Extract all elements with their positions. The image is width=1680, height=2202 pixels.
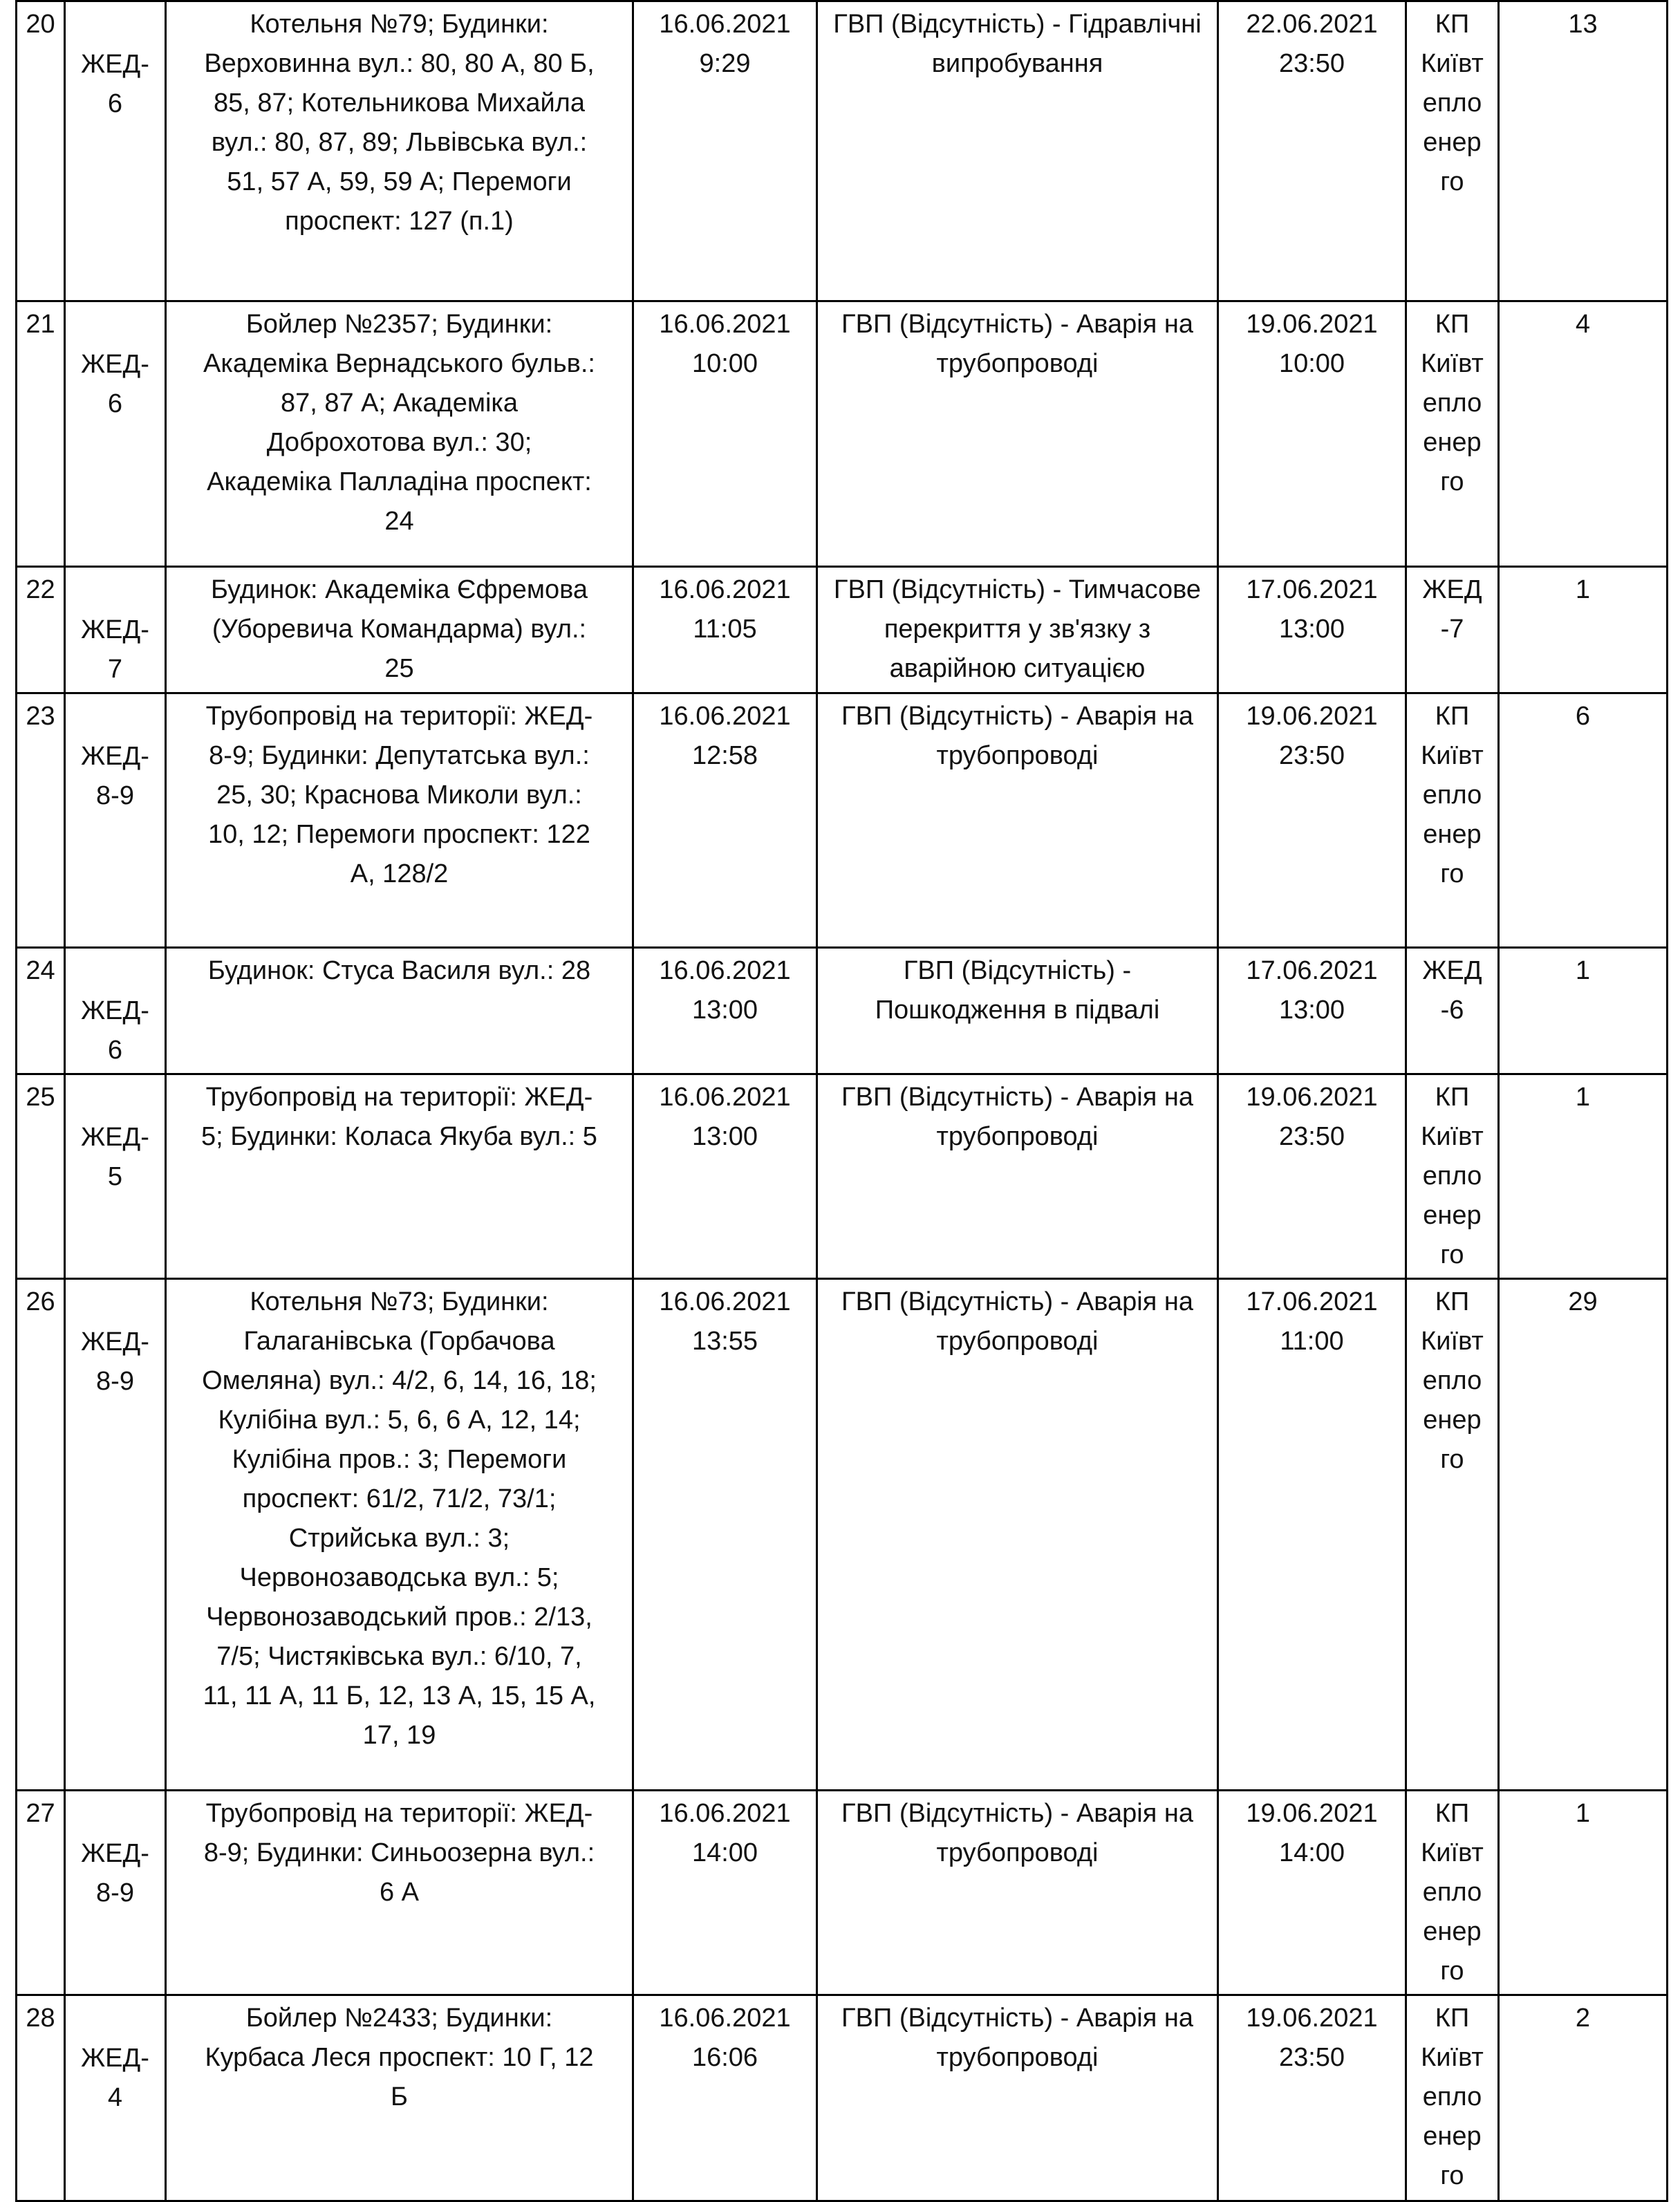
executor-line: КП	[1435, 702, 1470, 731]
housing-office-cell	[65, 567, 166, 693]
end-line: 17.06.2021	[1246, 956, 1378, 985]
address-line: 5; Будинки: Коласа Якуба вул.: 5	[201, 1122, 597, 1151]
row-number-cell: 28	[17, 1995, 65, 2201]
org-line: ЖЕД-	[81, 350, 149, 379]
address-line: Верховинна вул.: 80, 80 А, 80 Б,	[204, 49, 595, 78]
reason-cell	[817, 948, 1218, 1074]
org-line: 8-9	[96, 1878, 134, 1907]
executor-cell	[1406, 1074, 1499, 1279]
start-line: 16.06.2021	[659, 10, 791, 39]
executor-line: го	[1440, 1957, 1464, 1986]
executor-line: епло	[1422, 389, 1482, 418]
row-number-cell: 25	[17, 1074, 65, 1279]
address-cell	[166, 693, 633, 948]
row-number-cell: 24	[17, 948, 65, 1074]
executor-cell	[1406, 301, 1499, 567]
reason-line: Пошкодження в підвалі	[875, 996, 1160, 1025]
address-cell	[166, 1995, 633, 2201]
org-line: ЖЕД-	[81, 1839, 149, 1868]
address-line: 24	[384, 507, 414, 536]
reason-cell	[817, 1074, 1218, 1279]
reason-line: аварійною ситуацією	[889, 654, 1146, 683]
executor-line: Київт	[1421, 741, 1484, 770]
address-line: Бойлер №2433; Будинки:	[245, 2004, 553, 2033]
executor-cell	[1406, 1995, 1499, 2201]
end-time-cell	[1218, 1791, 1406, 1995]
address-line: Стрийська вул.: 3;	[288, 1524, 510, 1553]
end-time-cell	[1218, 301, 1406, 567]
address-line: 25, 30; Краснова Миколи вул.:	[216, 781, 582, 810]
reason-line: ГВП (Відсутність) - Тимчасове	[833, 575, 1202, 604]
start-line: 16:06	[691, 2043, 758, 2072]
row-number-cell: 21	[17, 301, 65, 567]
address-cell	[166, 1279, 633, 1791]
start-line: 16.06.2021	[659, 310, 791, 339]
executor-line: -6	[1440, 996, 1464, 1025]
start-line: 13:55	[691, 1327, 758, 1356]
address-line: Академіка Палладіна проспект:	[207, 467, 592, 496]
end-time-cell	[1218, 1, 1406, 301]
org-line: ЖЕД-	[81, 50, 149, 79]
table-row	[17, 948, 1668, 1074]
start-line: 11:05	[693, 615, 757, 644]
reason-line: ГВП (Відсутність) - Аварія на	[841, 2004, 1193, 2033]
address-cell	[166, 1791, 633, 1995]
reason-line: трубопроводі	[936, 1122, 1099, 1151]
executor-line: го	[1440, 167, 1464, 196]
end-line: 13:00	[1278, 996, 1345, 1025]
address-cell	[166, 948, 633, 1074]
end-time-cell	[1218, 1074, 1406, 1279]
executor-line: го	[1440, 859, 1464, 888]
reason-line: ГВП (Відсутність) - Гідравлічні	[833, 10, 1202, 39]
address-line: Трубопровід на території: ЖЕД-	[205, 702, 593, 731]
executor-line: епло	[1422, 88, 1482, 118]
end-line: 19.06.2021	[1246, 1083, 1378, 1112]
address-line: Бойлер №2357; Будинки:	[245, 310, 553, 339]
table-body	[17, 1, 1668, 2201]
start-time-cell	[633, 1, 817, 301]
end-time-cell	[1218, 948, 1406, 1074]
start-line: 16.06.2021	[659, 702, 791, 731]
table-row	[17, 1995, 1668, 2201]
housing-office-cell	[65, 301, 166, 567]
address-line: А, 128/2	[350, 859, 449, 888]
end-time-cell	[1218, 1995, 1406, 2201]
table-row	[17, 301, 1668, 567]
start-time-cell	[633, 1074, 817, 1279]
reason-cell	[817, 1995, 1218, 2201]
housing-office-cell	[65, 948, 166, 1074]
reason-line: трубопроводі	[936, 2043, 1099, 2072]
reason-cell	[817, 1791, 1218, 1995]
executor-line: епло	[1422, 781, 1482, 810]
address-cell	[166, 301, 633, 567]
table-row	[17, 1279, 1668, 1791]
end-time-cell	[1218, 567, 1406, 693]
address-line: 25	[384, 654, 414, 683]
building-count-cell: 4	[1499, 301, 1668, 567]
reason-line: трубопроводі	[936, 741, 1099, 770]
end-line: 23:50	[1278, 2043, 1345, 2072]
housing-office-cell	[65, 1, 166, 301]
address-line: Курбаса Леся проспект: 10 Г, 12	[205, 2043, 594, 2072]
executor-line: ЖЕД	[1422, 575, 1482, 604]
end-time-cell	[1218, 1279, 1406, 1791]
housing-office-cell	[65, 1279, 166, 1791]
executor-line: епло	[1422, 2082, 1482, 2111]
row-number-cell: 23	[17, 693, 65, 948]
address-line: (Уборевича Командарма) вул.:	[212, 615, 587, 644]
address-line: 10, 12; Перемоги проспект: 122	[208, 820, 590, 849]
end-line: 14:00	[1278, 1838, 1345, 1867]
end-line: 19.06.2021	[1246, 2004, 1378, 2033]
executor-line: КП	[1435, 1287, 1470, 1316]
end-line: 23:50	[1278, 49, 1345, 78]
executor-line: енер	[1423, 1406, 1482, 1435]
building-count-cell: 29	[1499, 1279, 1668, 1791]
end-line: 23:50	[1278, 1122, 1345, 1151]
address-line: Кулібіна вул.: 5, 6, 6 А, 12, 14;	[218, 1406, 581, 1435]
org-line: ЖЕД-	[81, 615, 149, 644]
executor-line: го	[1440, 1445, 1464, 1474]
reason-line: перекриття у зв'язку з	[884, 615, 1151, 644]
start-line: 13:00	[691, 1122, 758, 1151]
start-time-cell	[633, 948, 817, 1074]
table-row	[17, 567, 1668, 693]
address-line: проспект: 61/2, 71/2, 73/1;	[242, 1484, 557, 1513]
reason-line: трубопроводі	[936, 1838, 1099, 1867]
executor-line: КП	[1435, 1799, 1470, 1828]
start-line: 16.06.2021	[659, 1083, 791, 1112]
address-cell	[166, 1074, 633, 1279]
row-number-cell: 20	[17, 1, 65, 301]
building-count-cell: 1	[1499, 1074, 1668, 1279]
reason-cell	[817, 1279, 1218, 1791]
reason-line: трубопроводі	[936, 1327, 1099, 1356]
executor-line: Київт	[1421, 1838, 1484, 1867]
address-line: 87, 87 А; Академіка	[280, 389, 519, 418]
start-time-cell	[633, 693, 817, 948]
reason-line: ГВП (Відсутність) - Аварія на	[841, 702, 1193, 731]
address-line: 8-9; Будинки: Синьоозерна вул.:	[203, 1838, 595, 1867]
end-line: 19.06.2021	[1246, 702, 1378, 731]
executor-line: енер	[1423, 2122, 1482, 2151]
executor-line: го	[1440, 467, 1464, 496]
org-line: ЖЕД-	[81, 996, 149, 1025]
executor-line: енер	[1423, 1917, 1482, 1946]
row-number-cell: 27	[17, 1791, 65, 1995]
org-line: 4	[107, 2083, 123, 2112]
reason-line: ГВП (Відсутність) - Аварія на	[841, 1287, 1193, 1316]
start-line: 16.06.2021	[659, 1287, 791, 1316]
executor-line: КП	[1435, 310, 1470, 339]
address-line: Б	[391, 2082, 408, 2111]
executor-line: епло	[1422, 1878, 1482, 1907]
address-line: 8-9; Будинки: Депутатська вул.:	[209, 741, 590, 770]
executor-cell	[1406, 567, 1499, 693]
address-line: Котельня №73; Будинки:	[250, 1287, 549, 1316]
start-line: 12:58	[691, 741, 758, 770]
end-line: 17.06.2021	[1246, 1287, 1378, 1316]
building-count-cell: 1	[1499, 567, 1668, 693]
executor-line: Київт	[1421, 1327, 1484, 1356]
executor-cell	[1406, 1791, 1499, 1995]
org-line: 5	[107, 1162, 123, 1191]
executor-line: ЖЕД	[1422, 956, 1482, 985]
executor-cell	[1406, 693, 1499, 948]
address-line: Галаганівська (Горбачова	[243, 1327, 555, 1356]
executor-line: Київт	[1421, 2043, 1484, 2072]
address-line: 11, 11 А, 11 Б, 12, 13 А, 15, 15 А,	[203, 1681, 596, 1710]
end-line: 13:00	[1278, 615, 1345, 644]
housing-office-cell	[65, 1074, 166, 1279]
reason-line: ГВП (Відсутність) -	[903, 956, 1132, 985]
housing-office-cell	[65, 693, 166, 948]
start-time-cell	[633, 567, 817, 693]
building-count-cell: 2	[1499, 1995, 1668, 2201]
executor-line: епло	[1422, 1366, 1482, 1395]
row-number-cell: 26	[17, 1279, 65, 1791]
end-line: 22.06.2021	[1246, 10, 1378, 39]
start-time-cell	[633, 1791, 817, 1995]
org-line: ЖЕД-	[81, 1123, 149, 1152]
address-line: Кулібіна пров.: 3; Перемоги	[232, 1445, 567, 1474]
address-line: Трубопровід на території: ЖЕД-	[205, 1799, 593, 1828]
executor-line: енер	[1423, 820, 1482, 849]
reason-line: випробування	[931, 49, 1103, 78]
executor-line: Київт	[1421, 1122, 1484, 1151]
org-line: ЖЕД-	[81, 742, 149, 771]
address-line: проспект: 127 (п.1)	[285, 207, 514, 236]
org-line: 7	[107, 655, 123, 684]
executor-line: КП	[1435, 2004, 1470, 2033]
executor-line: Київт	[1421, 49, 1484, 78]
executor-line: -7	[1440, 615, 1464, 644]
building-count-cell: 1	[1499, 948, 1668, 1074]
table-row	[17, 1791, 1668, 1995]
org-line: 8-9	[96, 781, 134, 810]
reason-cell	[817, 1, 1218, 301]
table-row	[17, 1, 1668, 301]
org-line: 8-9	[96, 1367, 134, 1396]
executor-line: енер	[1423, 428, 1482, 457]
address-line: 6 А	[379, 1878, 420, 1907]
address-line: 51, 57 А, 59, 59 А; Перемоги	[227, 167, 572, 196]
reason-cell	[817, 301, 1218, 567]
start-line: 10:00	[691, 349, 758, 378]
address-cell	[166, 1, 633, 301]
executor-cell	[1406, 1279, 1499, 1791]
org-line: 6	[107, 1036, 123, 1065]
address-line: 85, 87; Котельникова Михайла	[214, 88, 585, 118]
start-line: 14:00	[691, 1838, 758, 1867]
executor-line: Київт	[1421, 349, 1484, 378]
start-line: 16.06.2021	[659, 956, 791, 985]
end-line: 19.06.2021	[1246, 1799, 1378, 1828]
executor-cell	[1406, 1, 1499, 301]
address-line: вул.: 80, 87, 89; Львівська вул.:	[211, 128, 588, 157]
end-line: 23:50	[1278, 741, 1345, 770]
housing-office-cell	[65, 1791, 166, 1995]
building-count-cell: 1	[1499, 1791, 1668, 1995]
executor-line: енер	[1423, 128, 1482, 157]
reason-cell	[817, 567, 1218, 693]
end-line: 17.06.2021	[1246, 575, 1378, 604]
start-time-cell	[633, 1279, 817, 1791]
start-line: 16.06.2021	[659, 2004, 791, 2033]
reason-line: трубопроводі	[936, 349, 1099, 378]
end-line: 11:00	[1280, 1327, 1344, 1356]
reason-line: ГВП (Відсутність) - Аварія на	[841, 1083, 1193, 1112]
start-line: 16.06.2021	[659, 575, 791, 604]
table-row	[17, 1074, 1668, 1279]
address-cell	[166, 567, 633, 693]
org-line: ЖЕД-	[81, 1327, 149, 1356]
org-line: 6	[107, 389, 123, 418]
row-number-cell: 22	[17, 567, 65, 693]
address-line: 7/5; Чистяківська вул.: 6/10, 7,	[216, 1642, 582, 1671]
table-row	[17, 693, 1668, 948]
executor-line: КП	[1435, 1083, 1470, 1112]
reason-line: ГВП (Відсутність) - Аварія на	[841, 310, 1193, 339]
address-line: 17, 19	[362, 1721, 436, 1750]
address-line: Омеляна) вул.: 4/2, 6, 14, 16, 18;	[202, 1366, 597, 1395]
building-count-cell: 6	[1499, 693, 1668, 948]
end-time-cell	[1218, 693, 1406, 948]
end-line: 19.06.2021	[1246, 310, 1378, 339]
address-line: Доброхотова вул.: 30;	[266, 428, 532, 457]
address-line: Будинок: Академіка Єфремова	[210, 575, 588, 604]
address-line: Будинок: Стуса Василя вул.: 28	[207, 956, 591, 985]
org-line: ЖЕД-	[81, 2044, 149, 2073]
start-line: 9:29	[699, 49, 751, 78]
org-line: 6	[107, 89, 123, 118]
executor-line: го	[1440, 1240, 1464, 1269]
address-line: Котельня №79; Будинки:	[250, 10, 549, 39]
start-time-cell	[633, 1995, 817, 2201]
building-count-cell: 13	[1499, 1, 1668, 301]
start-time-cell	[633, 301, 817, 567]
executor-line: епло	[1422, 1161, 1482, 1191]
executor-line: КП	[1435, 10, 1470, 39]
executor-line: го	[1440, 2161, 1464, 2190]
start-line: 16.06.2021	[659, 1799, 791, 1828]
executor-line: енер	[1423, 1201, 1482, 1230]
reason-cell	[817, 693, 1218, 948]
housing-office-cell	[65, 1995, 166, 2201]
executor-cell	[1406, 948, 1499, 1074]
address-line: Червонозаводський пров.: 2/13,	[206, 1603, 592, 1632]
reason-line: ГВП (Відсутність) - Аварія на	[841, 1799, 1193, 1828]
end-line: 10:00	[1278, 349, 1345, 378]
outage-table	[15, 0, 1668, 2202]
address-line: Академіка Вернадського бульв.:	[203, 349, 595, 378]
address-line: Червонозаводська вул.: 5;	[239, 1563, 559, 1592]
start-line: 13:00	[691, 996, 758, 1025]
address-line: Трубопровід на території: ЖЕД-	[205, 1083, 593, 1112]
